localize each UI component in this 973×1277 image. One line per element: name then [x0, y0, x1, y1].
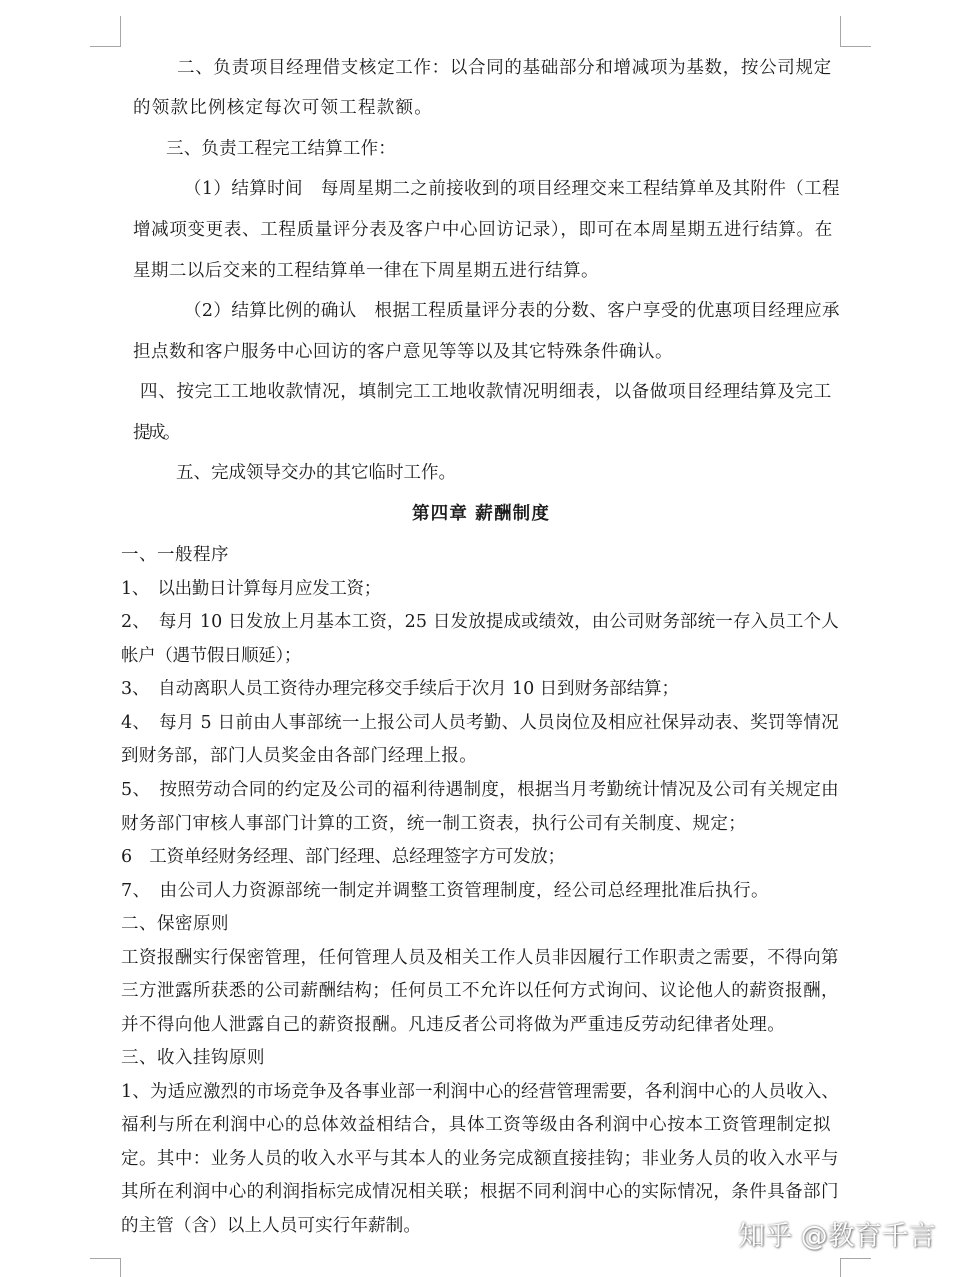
text-line: 1、 以出勤日计算每月应发工资；	[121, 579, 381, 599]
watermark-text: 知乎 @教育千言	[738, 1221, 936, 1252]
text-line: 3、 自动离职人员工资待办理完移交手续后于次月 10 日到财务部结算；	[121, 679, 679, 699]
text-line: 提成。	[133, 423, 178, 443]
text-line: 三方泄露所获悉的公司薪酬结构；任何员工不允许以任何方式询问、议论他人的薪资报酬，	[121, 981, 839, 1001]
text-line: 到财务部，部门人员奖金由各部门经理上报。	[121, 746, 477, 766]
text-line: 增减项变更表、工程质量评分表及客户中心回访记录），即可在本周星期五进行结算。在	[133, 220, 833, 240]
crop-mark-bottom-right	[840, 1258, 871, 1277]
text-line: （1）结算时间 每周星期二之前接收到的项目经理交来工程结算单及其附件（工程	[184, 179, 840, 199]
section-heading: 二、保密原则	[121, 914, 229, 934]
text-line: 担点数和客户服务中心回访的客户意见等等以及其它特殊条件确认。	[133, 342, 673, 362]
crop-mark-bottom-left	[90, 1258, 121, 1277]
text-line: 三、负责工程完工结算工作：	[166, 139, 396, 159]
text-line: 6 工资单经财务经理、部门经理、总经理签字方可发放；	[121, 847, 565, 867]
crop-mark-top-right	[840, 16, 871, 47]
text-line: 7、 由公司人力资源部统一制定并调整工资管理制度，经公司总经理批准后执行。	[121, 881, 769, 901]
text-line: 工资报酬实行保密管理，任何管理人员及相关工作人员非因履行工作职责之需要，不得向第	[121, 948, 839, 968]
text-line: 1、为适应激烈的市场竞争及各事业部一利润中心的经营管理需要，各利润中心的人员收入、	[121, 1082, 840, 1102]
section-heading: 一、一般程序	[121, 545, 229, 565]
text-line: 四、按完工工地收款情况，填制完工工地收款情况明细表，以备做项目经理结算及完工	[140, 382, 832, 402]
text-line: 其所在利润中心的利润指标完成情况相关联；根据不同利润中心的实际情况，条件具备部门	[121, 1182, 839, 1202]
text-line: 4、 每月 5 日前由人事部统一上报公司人员考勤、人员岗位及相应社保异动表、奖罚等情况	[121, 713, 839, 733]
text-line: 2、 每月 10 日发放上月基本工资，25 日发放提成或绩效，由公司财务部统一存入员工个人	[121, 612, 839, 632]
chapter-heading: 第四章 薪酬制度	[412, 504, 551, 524]
section-heading: 三、收入挂钩原则	[121, 1048, 265, 1068]
text-line: 定。其中：业务人员的收入水平与其本人的业务完成额直接挂钩；非业务人员的收入水平与	[121, 1149, 839, 1169]
text-line: 并不得向他人泄露自己的薪资报酬。凡违反者公司将做为严重违反劳动纪律者处理。	[121, 1015, 786, 1035]
text-line: 5、 按照劳动合同的约定及公司的福利待遇制度，根据当月考勤统计情况及公司有关规定由	[121, 780, 839, 800]
text-line: 五、完成领导交办的其它临时工作。	[176, 463, 456, 483]
text-line: 福利与所在利润中心的总体效益相结合，具体工资等级由各利润中心按本工资管理制定拟	[121, 1115, 832, 1135]
text-line: 二、负责项目经理借支核定工作：以合同的基础部分和增减项为基数，按公司规定	[177, 58, 832, 78]
text-line: 的主管（含）以上人员可实行年薪制。	[121, 1216, 422, 1236]
text-line: 帐户（遇节假日顺延）；	[121, 646, 302, 666]
crop-mark-top-left	[90, 16, 121, 47]
text-line: （2）结算比例的确认 根据工程质量评分表的分数、客户享受的优惠项目经理应承	[184, 301, 840, 321]
text-line: 财务部门审核人事部门计算的工资，统一制工资表，执行公司有关制度、规定；	[121, 814, 747, 834]
text-line: 星期二以后交来的工程结算单一律在下周星期五进行结算。	[133, 261, 599, 281]
text-line: 的领款比例核定每次可领工程款额。	[133, 98, 433, 118]
